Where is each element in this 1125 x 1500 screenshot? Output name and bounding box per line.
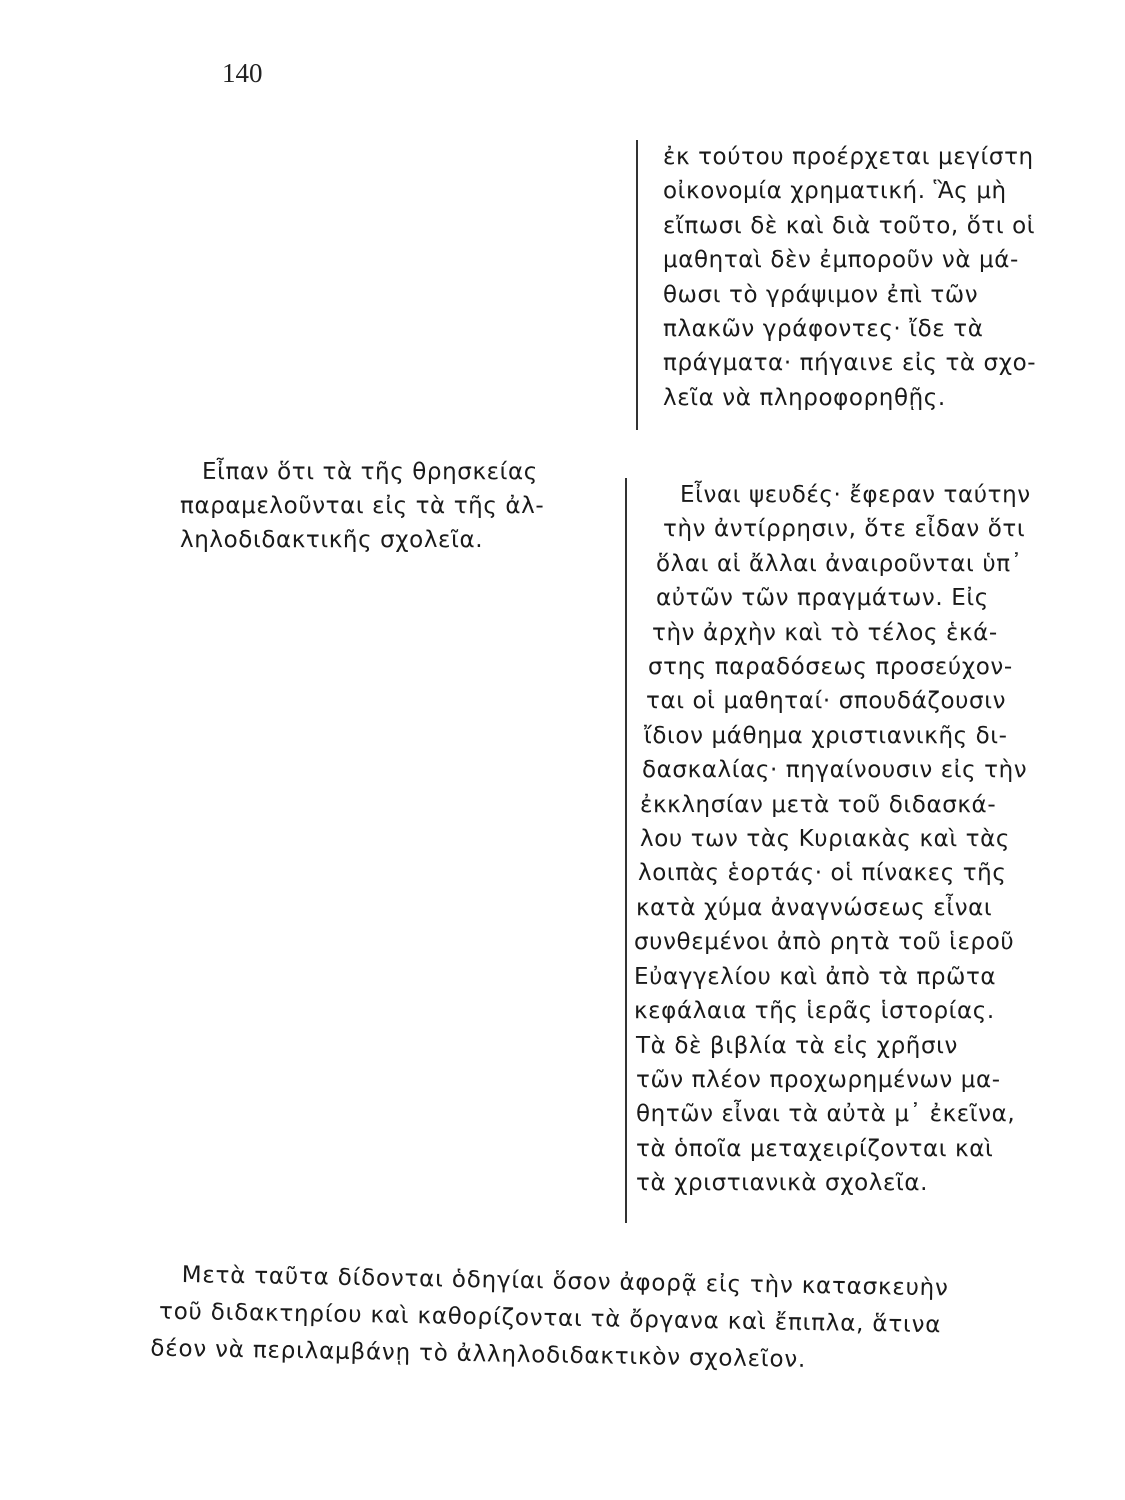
text-line: τὴν ἀρχὴν καὶ τὸ τέλος ἑκά- <box>652 619 998 646</box>
text-line: λεῖα νὰ πληροφορηθῇς. <box>663 384 946 411</box>
text-line: αὐτῶν τῶν πραγμάτων. Εἰς <box>656 585 989 612</box>
text-line: θωσι τὸ γράψιμον ἐπὶ τῶν <box>663 281 979 308</box>
right-column-continued <box>634 478 1100 1201</box>
text-line: Μετὰ ταῦτα δίδονται ὁδηγίαι ὅσον ἀφορᾷ εἰς τὴν κατασκευὴν <box>181 1261 949 1302</box>
text-line: κεφάλαια τῆς ἱερᾶς ἱστορίας. <box>634 998 995 1025</box>
text-line: τῶν πλέον προχωρημένων μα- <box>636 1066 1001 1093</box>
text-line: λου των τὰς Κυριακὰς καὶ τὰς <box>640 826 1010 853</box>
paragraph-1 <box>663 140 1083 415</box>
text-line: πλακῶν γράφοντες· ἴδε τὰ <box>663 316 984 343</box>
note-line: ληλοδιδακτικῆς σχολεῖα. <box>180 527 484 553</box>
text-line: οἰκονομία χρηματική. Ἃς μὴ <box>663 178 1007 205</box>
text-line: εἴπωσι δὲ καὶ διὰ τοῦτο, ὅτι οἱ <box>663 212 1036 239</box>
page-number: 140 <box>222 58 263 88</box>
text-line: ἐκκλησίαν μετὰ τοῦ διδασκά- <box>640 791 997 818</box>
bottom-paragraph <box>150 1257 1062 1383</box>
text-line: ται οἱ μαθηταί· σπουδάζουσιν <box>646 688 1007 715</box>
text-line: δέον νὰ περιλαμβάνῃ τὸ ἀλληλοδιδακτικὸν σχολεῖον. <box>150 1335 807 1373</box>
right-column <box>663 140 1083 415</box>
text-line: δασκαλίας· πηγαίνουσιν εἰς τὴν <box>642 757 1028 784</box>
text-line: κατὰ χύμα ἀναγνώσεως εἶναι <box>636 894 993 921</box>
text-line: Τὰ δὲ βιβλία τὰ εἰς χρῆσιν <box>636 1032 958 1059</box>
text-line: ἴδιον μάθημα χριστιανικῆς δι- <box>644 722 1008 749</box>
text-line: συνθεμένοι ἀπὸ ρητὰ τοῦ ἱεροῦ <box>634 929 1015 956</box>
column-divider-bottom <box>625 478 627 1223</box>
note-line: Εἶπαν ὅτι τὰ τῆς θρησκείας <box>202 459 538 485</box>
paragraph-2 <box>634 478 1100 1201</box>
text-line: ἐκ τούτου προέρχεται μεγίστη <box>663 144 1034 170</box>
text-line: Εἶναι ψευδές· ἔφεραν ταύτην <box>680 482 1031 508</box>
text-line: τὰ χριστιανικὰ σχολεῖα. <box>636 1170 929 1197</box>
text-line: Εὐαγγελίου καὶ ἀπὸ τὰ πρῶτα <box>634 963 997 990</box>
text-line: τὴν ἀντίρρησιν, ὅτε εἶδαν ὅτι <box>663 516 1026 543</box>
text-line: θητῶν εἶναι τὰ αὐτὰ μ᾽ ἐκεῖνα, <box>636 1101 1016 1128</box>
text-line: τοῦ διδακτηρίου καὶ καθορίζονται τὰ ὄργανα καὶ ἔπιπλα, ἅτινα <box>158 1298 942 1339</box>
column-divider-top <box>636 140 638 430</box>
text-line: ὅλαι αἱ ἄλλαι ἀναιροῦνται ὑπ᾽ <box>656 550 1023 577</box>
text-line: μαθηταὶ δὲν ἐμποροῦν νὰ μά- <box>663 247 1019 274</box>
text-line: τὰ ὁποῖα μεταχειρίζονται καὶ <box>636 1135 994 1162</box>
text-line: πράγματα· πήγαινε εἰς τὰ σχο- <box>663 350 1037 377</box>
text-line: λοιπὰς ἑορτάς· οἱ πίνακες τῆς <box>638 860 1007 887</box>
text-line: στης παραδόσεως προσεύχον- <box>648 654 1013 681</box>
note-line: παραμελοῦνται εἰς τὰ τῆς ἀλ- <box>180 493 545 519</box>
left-margin-note <box>180 455 602 557</box>
